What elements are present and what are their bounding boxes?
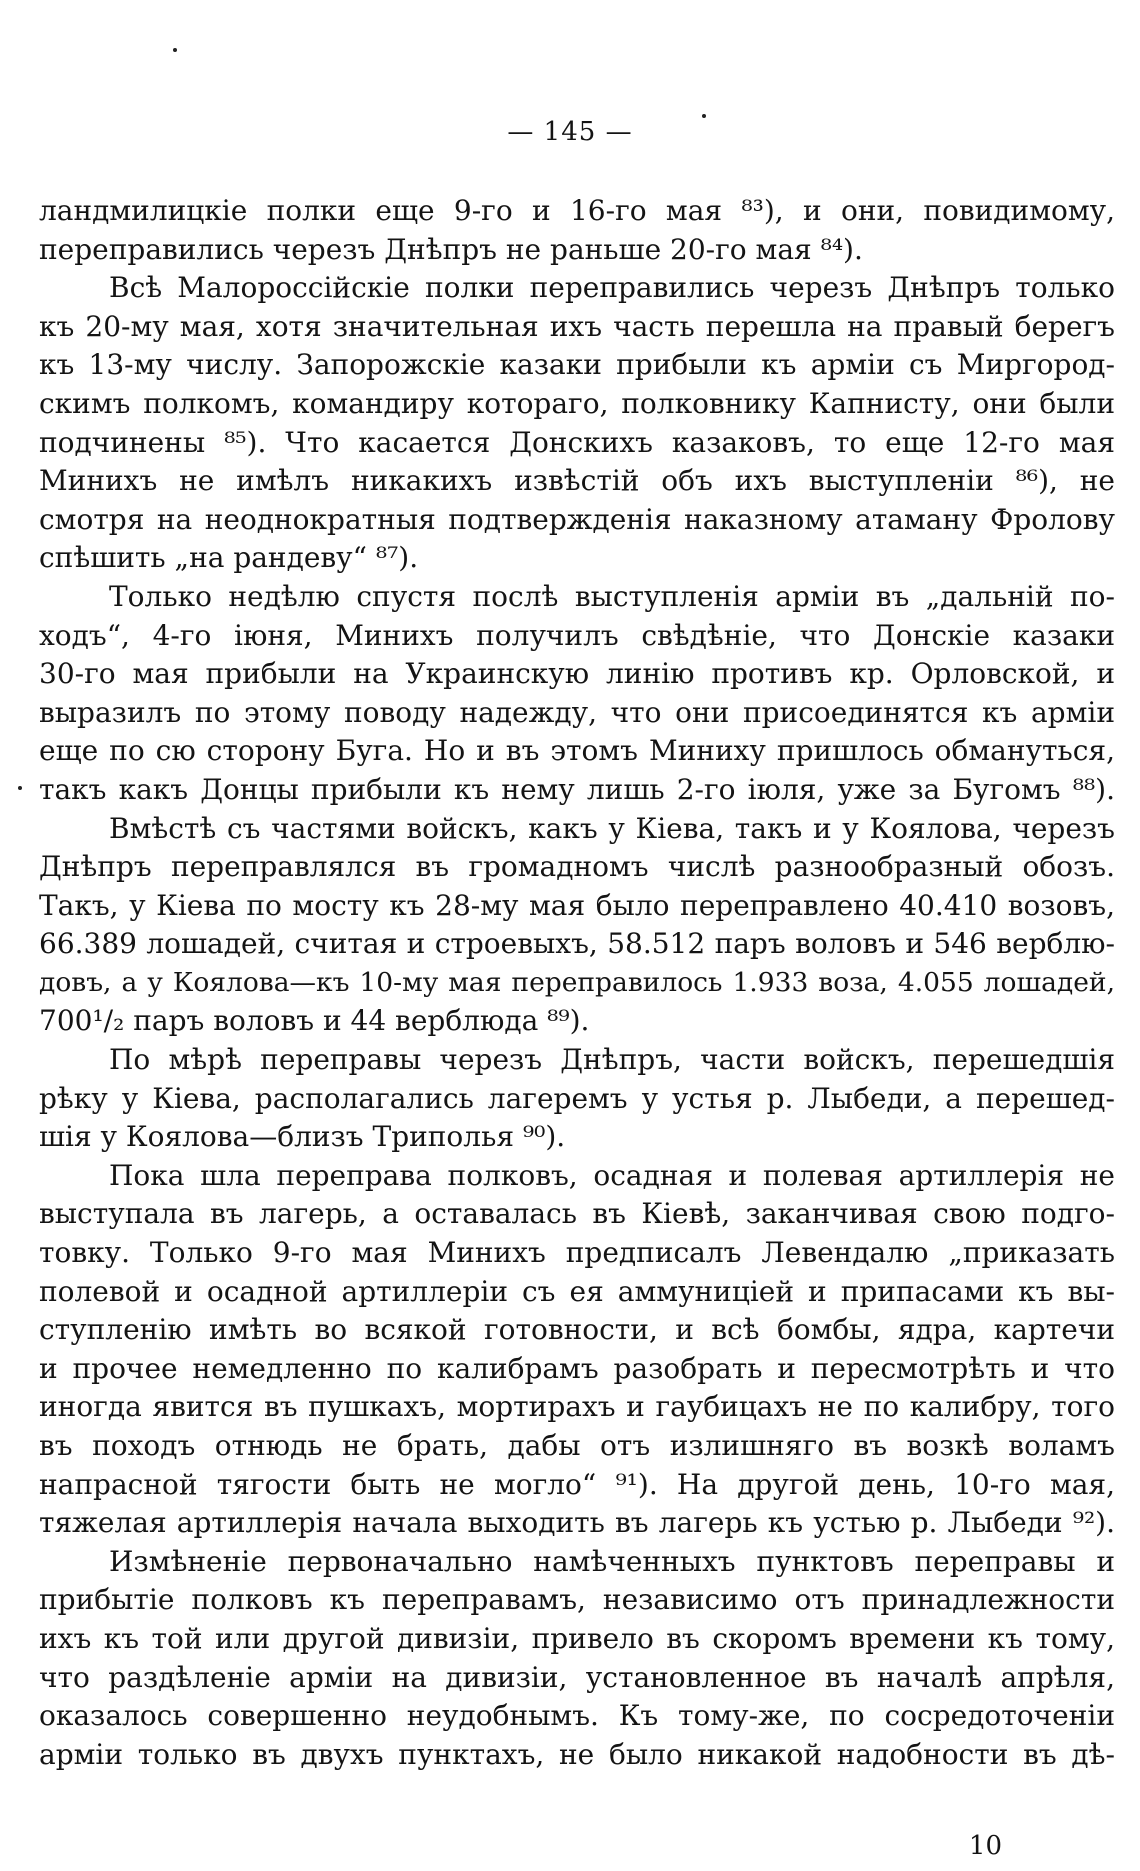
text-line: 30-го мая прибыли на Украинскую линію противъ кр. Орловской, и [39, 657, 1115, 691]
text-line: полевой и осадной артиллеріи съ ея аммуниціей и припасами къ вы- [39, 1274, 1115, 1308]
text-line: переправились черезъ Днѣпръ не раньше 20-го мая ⁸⁴). [39, 232, 863, 266]
text-line: ихъ къ той или другой дивизіи, привело въ скоромъ времени къ тому, [39, 1621, 1115, 1655]
page-number: — 145 — [507, 117, 633, 147]
text-line: еще по сю сторону Буга. Но и въ этомъ Миниху пришлось обмануться, [39, 734, 1115, 768]
text-line: оказалось совершенно неудобнымъ. Къ тому-же, по сосредоточеніи [39, 1699, 1115, 1733]
text-line: рѣку у Кіева, располагались лагеремъ у устья р. Лыбеди, а перешед- [39, 1081, 1115, 1115]
text-line: товку. Только 9-го мая Минихъ предписалъ Левендалю „приказать [39, 1236, 1115, 1270]
signature-mark: 10 [968, 1831, 1002, 1861]
body-text [39, 192, 1115, 1774]
text-line: 700¹/₂ паръ воловъ и 44 верблюда ⁸⁹). [39, 1004, 590, 1038]
text-line: что раздѣленіе арміи на дивизіи, установленное въ началѣ апрѣля, [39, 1660, 1115, 1694]
text-line: къ 20-му мая, хотя значительная ихъ часть перешла на правый берегъ [39, 309, 1115, 343]
text-line: ступленію имѣть во всякой готовности, и всѣ бомбы, ядра, картечи [39, 1313, 1115, 1347]
text-line: шія у Коялова—близъ Триполья ⁹⁰). [39, 1120, 566, 1154]
text-line: выступала въ лагерь, а оставалась въ Кіевѣ, заканчивая свою подго- [39, 1197, 1115, 1231]
text-line: прибытіе полковъ къ переправамъ, независимо отъ принадлежности [39, 1583, 1115, 1617]
text-line: Днѣпръ переправлялся въ громадномъ числѣ разнообразный обозъ. [39, 850, 1115, 884]
text-line: По мѣрѣ переправы черезъ Днѣпръ, части войскъ, перешедшія [109, 1043, 1115, 1077]
text-line: 66.389 лошадей, считая и строевыхъ, 58.512 паръ воловъ и 546 верблю- [39, 927, 1115, 961]
text-line: Только недѣлю спустя послѣ выступленія арміи въ „дальній по- [109, 579, 1115, 613]
text-line: спѣшить „на рандеву“ ⁸⁷). [39, 541, 419, 575]
print-speck [18, 786, 22, 790]
text-line: такъ какъ Донцы прибыли къ нему лишь 2-го іюля, уже за Бугомъ ⁸⁸). [39, 772, 1115, 806]
text-line: ландмилицкіе полки еще 9-го и 16-го мая ⁸³), и они, повидимому, [39, 194, 1115, 227]
text-line: и прочее немедленно по калибрамъ разобрать и пересмотрѣть и что [39, 1351, 1115, 1385]
text-line: подчинены ⁸⁵). Что касается Донскихъ казаковъ, то еще 12-го мая [39, 425, 1115, 459]
text-line: Измѣненіе первоначально намѣченныхъ пунктовъ переправы и [109, 1544, 1115, 1578]
text-line: въ походъ отнюдь не брать, дабы отъ излишняго въ возкѣ воламъ [39, 1429, 1115, 1462]
text-line: ходъ“, 4-го іюня, Минихъ получилъ свѣдѣніе, что Донскіе казаки [39, 618, 1115, 652]
print-speck [173, 48, 177, 52]
text-line: скимъ полкомъ, командиру котораго, полковнику Капнисту, они были [39, 386, 1115, 420]
text-line: смотря на неоднократныя подтвержденія наказному атаману Фролову [39, 502, 1115, 536]
text-line: тяжелая артиллерія начала выходить въ лагерь къ устью р. Лыбеди ⁹²). [39, 1506, 1115, 1540]
text-line: арміи только въ двухъ пунктахъ, не было никакой надобности въ дѣ- [39, 1737, 1115, 1771]
text-line: къ 13-му числу. Запорожскіе казаки прибыли къ арміи съ Миргород- [39, 348, 1115, 382]
print-speck [702, 114, 706, 118]
text-line: выразилъ по этому поводу надежду, что они присоединятся къ арміи [39, 695, 1115, 729]
text-line: Минихъ не имѣлъ никакихъ извѣстій объ ихъ выступленіи ⁸⁶), не [39, 464, 1115, 498]
text-line: Вмѣстѣ съ частями войскъ, какъ у Кіева, такъ и у Коялова, черезъ [109, 811, 1115, 845]
text-line: иногда явится въ пушкахъ, мортирахъ и гаубицахъ не по калибру, того [39, 1390, 1115, 1424]
text-line: Пока шла переправа полковъ, осадная и полевая артиллерія не [109, 1158, 1115, 1192]
text-line: довъ, а у Коялова—къ 10-му мая переправилось 1.933 воза, 4.055 лошадей, [39, 966, 1115, 998]
text-line: Всѣ Малороссійскіе полки переправились черезъ Днѣпръ только [109, 271, 1115, 305]
text-line: напрасной тягости быть не могло“ ⁹¹). На другой день, 10-го мая, [39, 1467, 1115, 1501]
text-line: Такъ, у Кіева по мосту къ 28-му мая было переправлено 40.410 возовъ, [39, 888, 1115, 922]
